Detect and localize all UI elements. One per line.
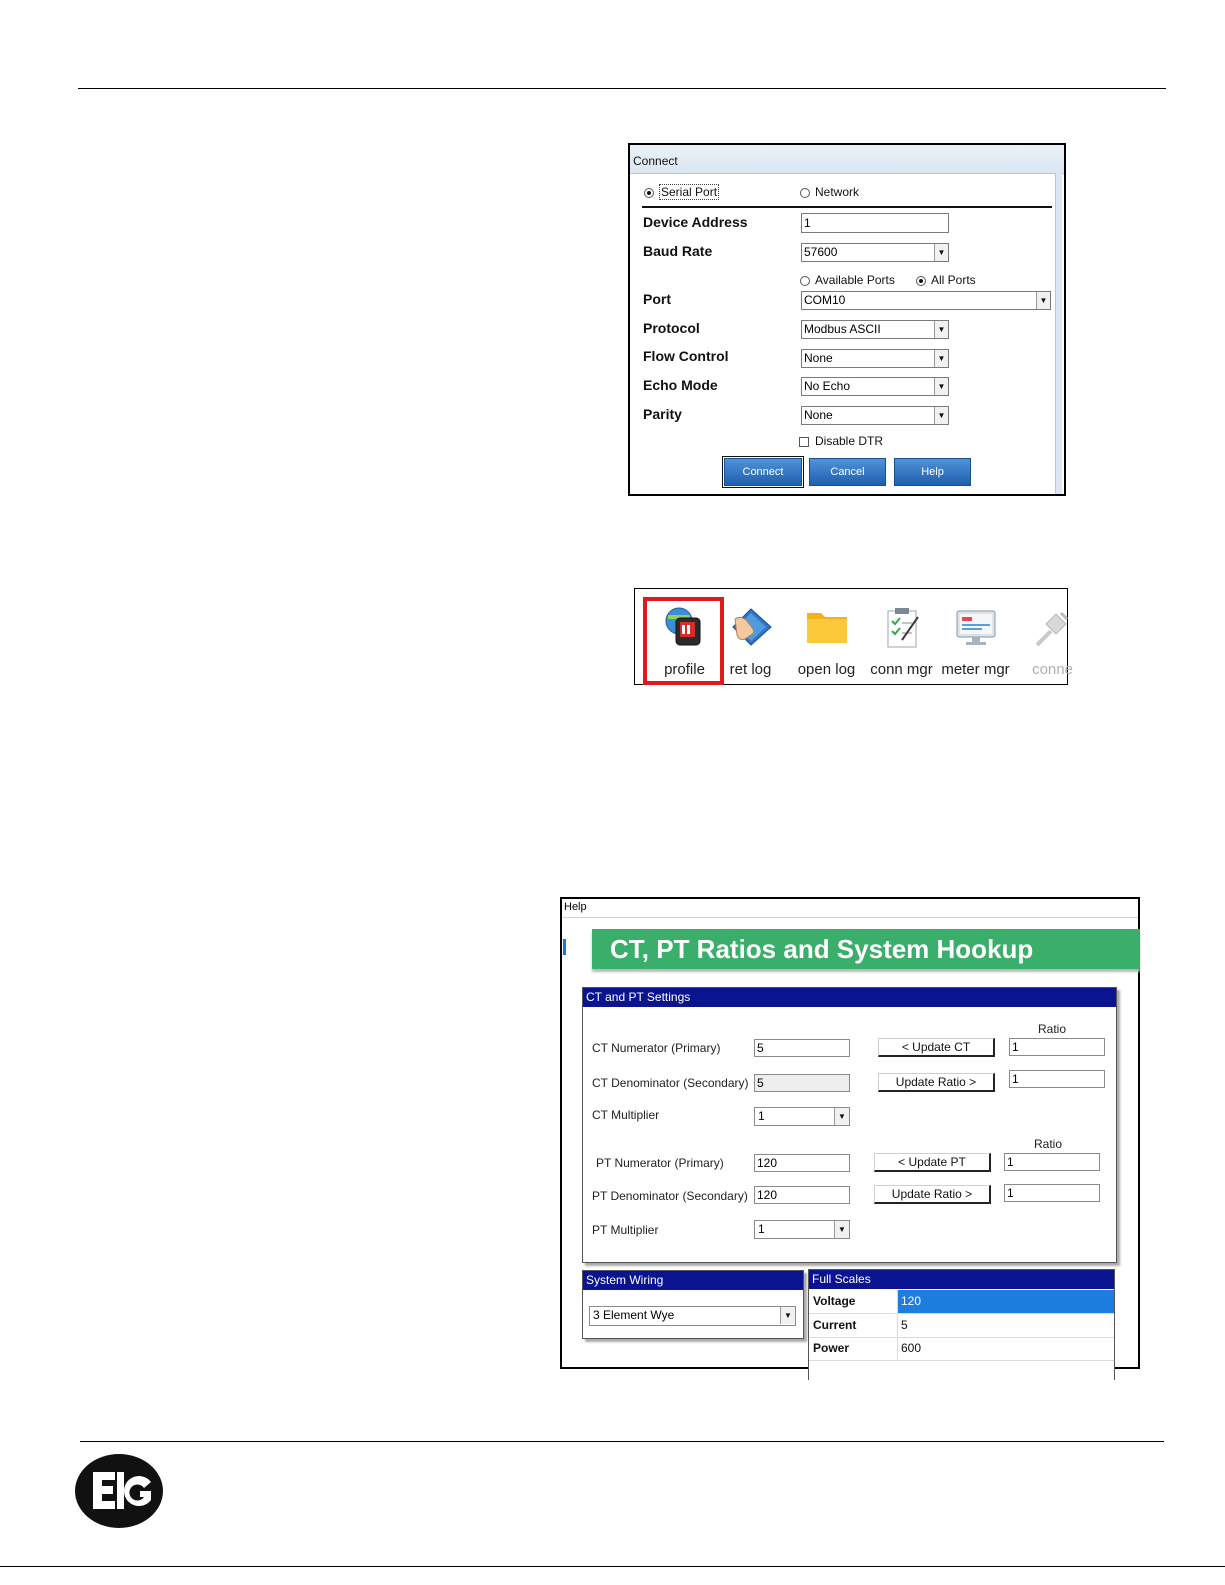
system-wiring-select[interactable]	[589, 1306, 796, 1326]
flow-control-label: Flow Control	[643, 348, 729, 364]
ct-ratio-secondary-input[interactable]: 1	[1009, 1070, 1105, 1088]
page-banner	[592, 929, 1140, 969]
full-scales-panel	[808, 1269, 1115, 1380]
update-pt-button[interactable]: < Update PT	[874, 1153, 991, 1172]
full-scale-value: 120	[901, 1294, 922, 1308]
available-ports-radio[interactable]	[800, 273, 895, 287]
pt-ratio-label: Ratio	[1034, 1137, 1063, 1151]
ct-ratio-input[interactable]: 1	[1009, 1038, 1105, 1056]
toolbar-label: conn mgr	[870, 661, 933, 678]
toolbar-item-meter-mgr[interactable]	[938, 589, 1013, 684]
clipboard-icon	[880, 605, 924, 649]
toolbar-item-open-log[interactable]	[789, 589, 864, 684]
page-title: CT, PT Ratios and System Hookup	[610, 934, 1034, 964]
chevron-down-icon[interactable]: ▼	[834, 1221, 849, 1238]
panel-header: System Wiring	[583, 1271, 803, 1290]
toolbar-label: profile	[664, 661, 705, 678]
baud-rate-value: 57600	[804, 245, 838, 259]
chevron-down-icon[interactable]: ▼	[934, 321, 948, 338]
disable-dtr-checkbox[interactable]	[799, 434, 883, 448]
panel-header: Full Scales	[809, 1270, 1114, 1289]
echo-mode-select[interactable]	[801, 377, 949, 396]
connect-button[interactable]: Connect	[724, 458, 802, 486]
chevron-down-icon[interactable]: ▼	[834, 1108, 849, 1125]
retrieve-log-icon	[729, 605, 773, 649]
flow-control-select[interactable]	[801, 349, 949, 368]
toolbar-label: ret log	[729, 661, 772, 678]
network-radio[interactable]	[800, 185, 859, 199]
table-row[interactable]	[809, 1290, 1114, 1314]
radio-selected-icon	[644, 188, 654, 198]
network-label: Network	[815, 185, 860, 199]
port-label: Port	[643, 291, 671, 307]
chevron-down-icon[interactable]: ▼	[934, 244, 948, 261]
table-row[interactable]	[809, 1314, 1114, 1338]
connect-plug-icon	[1031, 605, 1075, 649]
panel-header: CT and PT Settings	[583, 988, 1116, 1007]
pt-multiplier-select[interactable]	[754, 1220, 850, 1239]
connect-dialog	[628, 143, 1066, 496]
pt-denominator-label: PT Denominator (Secondary)	[592, 1189, 748, 1203]
monitor-icon	[954, 605, 998, 649]
table-row[interactable]	[809, 1337, 1114, 1361]
toolbar-item-ret-log[interactable]	[713, 589, 788, 684]
column-divider	[897, 1337, 898, 1360]
radio-unselected-icon	[800, 276, 810, 286]
help-button[interactable]: Help	[894, 458, 971, 486]
connection-type-divider	[642, 206, 1052, 208]
ct-multiplier-label: CT Multiplier	[592, 1108, 660, 1122]
serial-port-radio[interactable]	[644, 185, 719, 199]
toolbar-item-conn-mgr[interactable]	[864, 589, 939, 684]
baud-rate-select[interactable]	[801, 243, 949, 262]
bottom-rule	[0, 1566, 1225, 1567]
update-ct-button[interactable]: < Update CT	[878, 1038, 995, 1057]
full-scale-label: Power	[813, 1341, 850, 1355]
full-scale-value: 5	[901, 1318, 908, 1332]
eig-logo	[73, 1452, 165, 1530]
system-wiring-value: 3 Element Wye	[593, 1308, 675, 1322]
cancel-button[interactable]: Cancel	[809, 458, 886, 486]
profile-highlight-box	[643, 597, 724, 685]
full-scale-label: Current	[813, 1318, 857, 1332]
full-scale-value: 600	[901, 1341, 922, 1355]
toolbar-label: open log	[797, 661, 856, 678]
device-address-input[interactable]: 1	[801, 213, 949, 233]
all-ports-radio[interactable]	[916, 273, 976, 287]
echo-mode-value: No Echo	[804, 379, 851, 393]
dialog-scrollbar[interactable]	[1055, 173, 1062, 494]
serial-port-label: Serial Port	[661, 185, 718, 199]
ct-denominator-input[interactable]: 5	[754, 1074, 850, 1092]
chevron-down-icon[interactable]: ▼	[934, 407, 948, 424]
parity-label: Parity	[643, 406, 682, 422]
dialog-titlebar	[630, 145, 1064, 174]
update-ct-ratio-button[interactable]: Update Ratio >	[878, 1073, 995, 1092]
chevron-down-icon[interactable]: ▼	[934, 378, 948, 395]
ct-ratio-label: Ratio	[1038, 1022, 1067, 1036]
port-select[interactable]	[801, 291, 1051, 310]
pt-numerator-label: PT Numerator (Primary)	[596, 1156, 724, 1170]
menu-bar-divider	[562, 917, 1138, 918]
chevron-down-icon[interactable]: ▼	[934, 350, 948, 367]
header-rule	[78, 88, 1166, 89]
pt-ratio-secondary-input[interactable]: 1	[1004, 1184, 1100, 1202]
ctpt-window	[560, 897, 1140, 1369]
device-address-label: Device Address	[643, 214, 748, 230]
menu-help[interactable]: Help	[564, 901, 587, 913]
protocol-select[interactable]	[801, 320, 949, 339]
toolbar-label: conne	[1032, 661, 1073, 678]
protocol-value: Modbus ASCII	[804, 322, 881, 336]
flow-control-value: None	[804, 351, 833, 365]
port-value: COM10	[804, 293, 846, 307]
full-scale-label: Voltage	[813, 1294, 856, 1308]
baud-rate-label: Baud Rate	[643, 243, 713, 259]
available-ports-label: Available Ports	[815, 273, 895, 287]
parity-select[interactable]	[801, 406, 949, 425]
echo-mode-label: Echo Mode	[643, 377, 718, 393]
chevron-down-icon[interactable]: ▼	[1036, 292, 1050, 309]
protocol-label: Protocol	[643, 320, 700, 336]
chevron-down-icon[interactable]: ▼	[780, 1307, 795, 1324]
system-wiring-panel	[582, 1270, 804, 1339]
left-accent-bar	[563, 939, 566, 955]
toolbar-item-connect[interactable]	[1015, 589, 1090, 684]
pt-numerator-input[interactable]: 120	[754, 1154, 850, 1172]
parity-value: None	[804, 408, 833, 422]
pt-ratio-input[interactable]: 1	[1004, 1153, 1100, 1171]
pt-multiplier-value: 1	[758, 1222, 765, 1236]
ct-numerator-label: CT Numerator (Primary)	[592, 1041, 721, 1055]
footer-rule	[80, 1441, 1164, 1442]
dialog-title: Connect	[633, 154, 678, 168]
all-ports-label: All Ports	[931, 273, 976, 287]
ct-multiplier-select[interactable]	[754, 1107, 850, 1126]
update-pt-ratio-button[interactable]: Update Ratio >	[874, 1185, 991, 1204]
pt-denominator-input[interactable]: 120	[754, 1186, 850, 1204]
radio-unselected-icon	[800, 188, 810, 198]
pt-multiplier-label: PT Multiplier	[592, 1223, 659, 1237]
selected-cell	[898, 1290, 1114, 1313]
ct-denominator-label: CT Denominator (Secondary)	[592, 1076, 749, 1090]
radio-selected-icon	[916, 276, 926, 286]
ct-pt-settings-panel	[582, 987, 1117, 1263]
folder-icon	[805, 605, 849, 649]
ct-multiplier-value: 1	[758, 1109, 765, 1123]
column-divider	[897, 1314, 898, 1337]
disable-dtr-label: Disable DTR	[815, 434, 884, 448]
ct-numerator-input[interactable]: 5	[754, 1039, 850, 1057]
checkbox-icon	[799, 437, 809, 447]
toolbar-label: meter mgr	[941, 661, 1010, 678]
toolbar	[634, 588, 1073, 685]
